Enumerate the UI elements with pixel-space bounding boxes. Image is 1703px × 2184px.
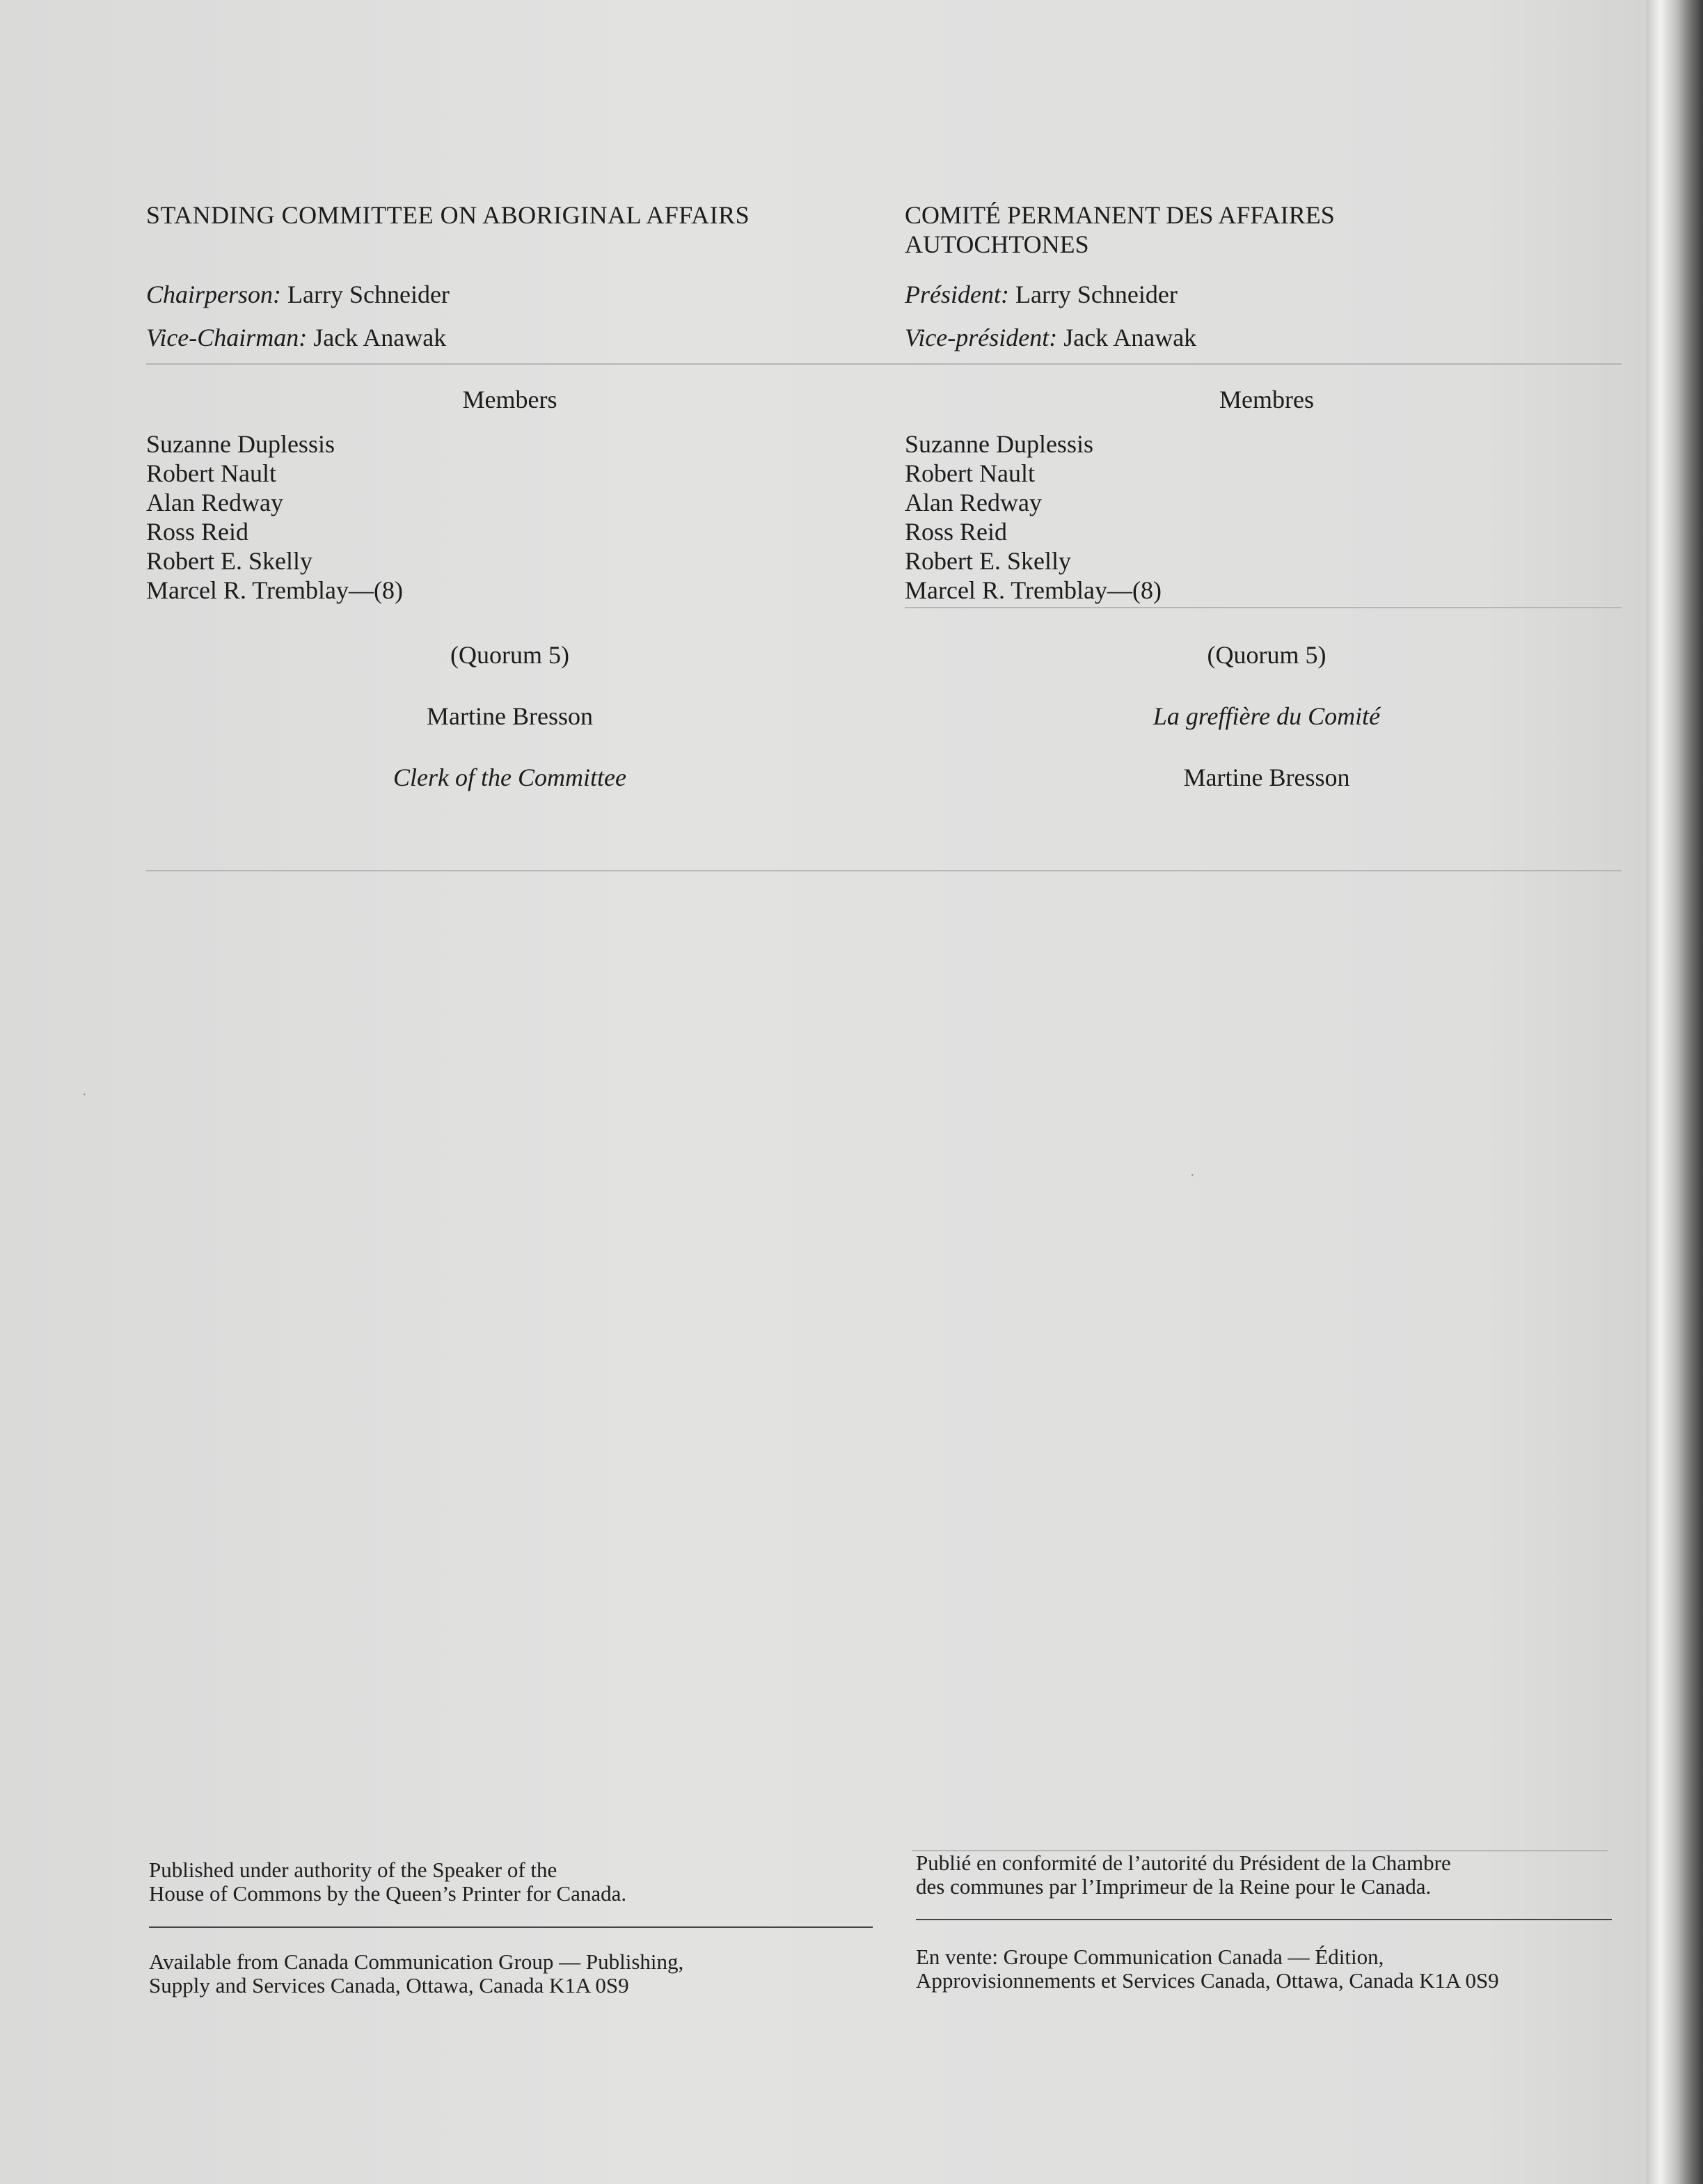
available-english-line1: Available from Canada Communication Group — Publishing,	[149, 1949, 684, 1974]
published-french-line2: des communes par l’Imprimeur de la Reine pour le Canada.	[916, 1874, 1432, 1899]
english-chair-label: Chairperson:	[146, 280, 282, 308]
french-member: Alan Redway	[905, 489, 1042, 516]
french-committee-title-line1: COMITÉ PERMANENT DES AFFAIRES	[905, 201, 1335, 229]
english-member: Robert E. Skelly	[146, 547, 312, 575]
paper-speck: ·	[1190, 1168, 1195, 1183]
english-vice-label: Vice-Chairman:	[146, 324, 308, 351]
published-french	[916, 1851, 1633, 1899]
paper-speck: ·	[82, 1087, 87, 1102]
french-vice-name: Jack Anawak	[1063, 324, 1197, 351]
page-binding-edge	[1646, 0, 1703, 2184]
english-member: Suzanne Duplessis	[146, 430, 335, 458]
french-clerk-title: La greffière du Comité	[1153, 702, 1381, 730]
english-committee-title: STANDING COMMITTEE ON ABORIGINAL AFFAIRS	[146, 201, 750, 229]
show-through-rule	[146, 363, 1622, 365]
english-member: Alan Redway	[146, 489, 283, 516]
french-member: Robert E. Skelly	[905, 547, 1071, 575]
french-members-heading: Membres	[1219, 386, 1314, 413]
footer-divider-english	[149, 1926, 873, 1928]
show-through-rule	[905, 607, 1622, 608]
french-column	[905, 200, 1601, 259]
english-members-list	[146, 429, 863, 605]
french-chair-name: Larry Schneider	[1015, 280, 1178, 308]
english-vice-line	[146, 323, 863, 352]
published-english-line1: Published under authority of the Speaker of the	[149, 1858, 557, 1882]
english-members-heading: Members	[462, 386, 557, 413]
french-member: Ross Reid	[905, 518, 1008, 546]
english-vice-name: Jack Anawak	[313, 324, 447, 351]
english-chair-line	[146, 280, 863, 309]
english-member: Ross Reid	[146, 518, 249, 546]
available-french-line2: Approvisionnements et Services Canada, Ottawa, Canada K1A 0S9	[916, 1968, 1499, 1993]
french-chair-line	[905, 280, 1601, 309]
french-chair-label: Président:	[905, 280, 1009, 308]
english-quorum: (Quorum 5)	[450, 641, 569, 669]
french-vice-line	[905, 323, 1601, 352]
english-clerk-name: Martine Bresson	[427, 702, 593, 730]
english-chair-name: Larry Schneider	[287, 280, 450, 308]
published-french-line1: Publié en conformité de l’autorité du Président de la Chambre	[916, 1851, 1451, 1875]
french-quorum: (Quorum 5)	[1207, 641, 1326, 669]
french-member: Marcel R. Tremblay—(8)	[905, 576, 1162, 604]
available-english-line2: Supply and Services Canada, Ottawa, Canada K1A 0S9	[149, 1973, 629, 1997]
english-member: Robert Nault	[146, 459, 276, 487]
footer-divider-french	[916, 1919, 1612, 1920]
published-english	[149, 1858, 873, 1906]
french-member: Suzanne Duplessis	[905, 430, 1093, 458]
show-through-rule	[146, 870, 1622, 871]
french-members-list	[905, 429, 1601, 605]
french-committee-title-line2: AUTOCHTONES	[905, 230, 1089, 258]
published-english-line2: House of Commons by the Queen’s Printer for Canada.	[149, 1881, 627, 1906]
available-english	[149, 1950, 873, 1997]
available-french-line1: En vente: Groupe Communication Canada — Édition,	[916, 1945, 1384, 1969]
english-column	[146, 200, 863, 230]
french-member: Robert Nault	[905, 459, 1035, 487]
available-french	[916, 1945, 1633, 1993]
english-clerk-title: Clerk of the Committee	[393, 763, 626, 791]
english-member: Marcel R. Tremblay—(8)	[146, 576, 403, 604]
french-clerk-name: Martine Bresson	[1183, 763, 1350, 791]
french-vice-label: Vice-président:	[905, 324, 1058, 351]
